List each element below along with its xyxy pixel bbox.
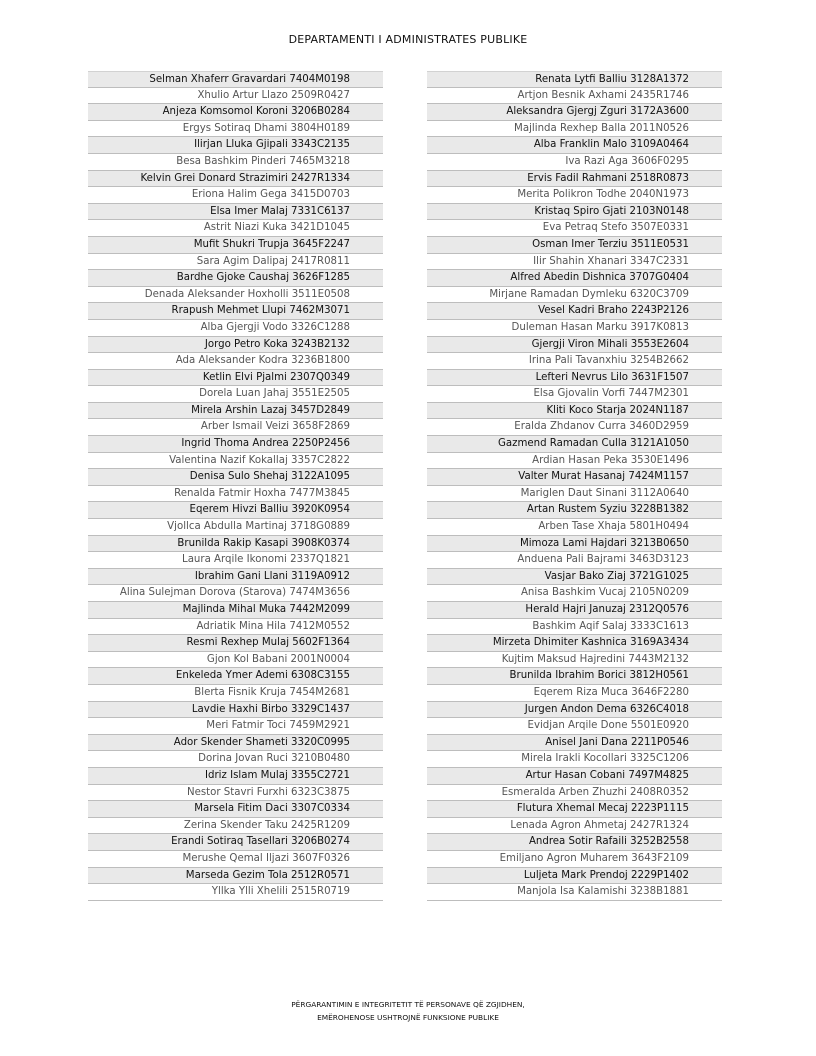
- list-item: Alba Franklin Malo 3109A0464: [427, 137, 722, 154]
- list-item: Gjon Kol Babani 2001N0004: [88, 652, 383, 669]
- list-item: Jurgen Andon Dema 6326C4018: [427, 702, 722, 719]
- list-item: Manjola Isa Kalamishi 3238B1881: [427, 884, 722, 901]
- list-item: Bashkim Aqif Salaj 3333C1613: [427, 619, 722, 636]
- list-item: Idriz Islam Mulaj 3355C2721: [88, 768, 383, 785]
- list-item: Selman Xhaferr Gravardari 7404M0198: [88, 71, 383, 88]
- list-item: Artur Hasan Cobani 7497M4825: [427, 768, 722, 785]
- list-item: Ador Skender Shameti 3320C0995: [88, 735, 383, 752]
- list-item: Artan Rustem Syziu 3228B1382: [427, 502, 722, 519]
- list-item: Emiljano Agron Muharem 3643F2109: [427, 851, 722, 868]
- list-item: Ardian Hasan Peka 3530E1496: [427, 453, 722, 470]
- list-item: Meri Fatmir Toci 7459M2921: [88, 718, 383, 735]
- list-item: Anisel Jani Dana 2211P0546: [427, 735, 722, 752]
- list-item: Xhulio Artur Llazo 2509R0427: [88, 88, 383, 105]
- list-item: Renalda Fatmir Hoxha 7477M3845: [88, 486, 383, 503]
- list-item: Luljeta Mark Prendoj 2229P1402: [427, 868, 722, 885]
- list-item: Enkeleda Ymer Ademi 6308C3155: [88, 668, 383, 685]
- list-item: Ibrahim Gani Llani 3119A0912: [88, 569, 383, 586]
- list-item: Rrapush Mehmet Llupi 7462M3071: [88, 303, 383, 320]
- list-item: Besa Bashkim Pinderi 7465M3218: [88, 154, 383, 171]
- list-item: Flutura Xhemal Mecaj 2223P1115: [427, 801, 722, 818]
- list-item: Marseda Gezim Tola 2512R0571: [88, 868, 383, 885]
- list-item: Denisa Sulo Shehaj 3122A1095: [88, 469, 383, 486]
- list-item: Mimoza Lami Hajdari 3213B0650: [427, 536, 722, 553]
- list-item: Dorela Luan Jahaj 3551E2505: [88, 386, 383, 403]
- list-item: Brunilda Ibrahim Borici 3812H0561: [427, 668, 722, 685]
- list-item: Yllka Ylli Xhelili 2515R0719: [88, 884, 383, 901]
- list-item: Resmi Rexhep Mulaj 5602F1364: [88, 635, 383, 652]
- list-item: Andrea Sotir Rafaili 3252B2558: [427, 834, 722, 851]
- list-item: Brunilda Rakip Kasapi 3908K0374: [88, 536, 383, 553]
- footer-line-2: EMËROHENOSE USHTROJNË FUNKSIONE PUBLIKE: [317, 1013, 499, 1022]
- list-item: Ilirjan Lluka Gjipali 3343C2135: [88, 137, 383, 154]
- list-item: Majlinda Mihal Muka 7442M2099: [88, 602, 383, 619]
- list-item: Mirzeta Dhimiter Kashnica 3169A3434: [427, 635, 722, 652]
- list-item: Mirjane Ramadan Dymleku 6320C3709: [427, 287, 722, 304]
- list-item: Ilir Shahin Xhanari 3347C2331: [427, 254, 722, 271]
- list-item: Kristaq Spiro Gjati 2103N0148: [427, 204, 722, 221]
- list-item: Osman Imer Terziu 3511E0531: [427, 237, 722, 254]
- page-title: DEPARTAMENTI I ADMINISTRATES PUBLIKE: [288, 33, 528, 46]
- list-item: Mirela Arshin Lazaj 3457D2849: [88, 403, 383, 420]
- list-item: Nestor Stavri Furxhi 6323C3875: [88, 785, 383, 802]
- list-item: Marsela Fitim Daci 3307C0334: [88, 801, 383, 818]
- list-item: Alba Gjergji Vodo 3326C1288: [88, 320, 383, 337]
- list-item: Kelvin Grei Donard Strazimiri 2427R1334: [88, 171, 383, 188]
- list-item: Majlinda Rexhep Balla 2011N0526: [427, 121, 722, 138]
- list-item: Jorgo Petro Koka 3243B2132: [88, 337, 383, 354]
- list-item: Denada Aleksander Hoxholli 3511E0508: [88, 287, 383, 304]
- left-name-list: [88, 71, 383, 901]
- list-item: Ada Aleksander Kodra 3236B1800: [88, 353, 383, 370]
- list-item: Evidjan Arqile Done 5501E0920: [427, 718, 722, 735]
- list-item: Gazmend Ramadan Culla 3121A1050: [427, 436, 722, 453]
- list-item: Esmeralda Arben Zhuzhi 2408R0352: [427, 785, 722, 802]
- list-item: Lenada Agron Ahmetaj 2427R1324: [427, 818, 722, 835]
- list-item: Merita Polikron Todhe 2040N1973: [427, 187, 722, 204]
- list-item: Sara Agim Dalipaj 2417R0811: [88, 254, 383, 271]
- list-item: Renata Lytfi Balliu 3128A1372: [427, 71, 722, 88]
- list-item: Alfred Abedin Dishnica 3707G0404: [427, 270, 722, 287]
- list-item: Zerina Skender Taku 2425R1209: [88, 818, 383, 835]
- list-item: Ketlin Elvi Pjalmi 2307Q0349: [88, 370, 383, 387]
- list-item: Kliti Koco Starja 2024N1187: [427, 403, 722, 420]
- list-item: Merushe Qemal Iljazi 3607F0326: [88, 851, 383, 868]
- list-item: Ervis Fadil Rahmani 2518R0873: [427, 171, 722, 188]
- list-item: Mariglen Daut Sinani 3112A0640: [427, 486, 722, 503]
- list-item: Eqerem Hivzi Balliu 3920K0954: [88, 502, 383, 519]
- list-item: Gjergji Viron Mihali 3553E2604: [427, 337, 722, 354]
- list-item: Valentina Nazif Kokallaj 3357C2822: [88, 453, 383, 470]
- list-item: Eqerem Riza Muca 3646F2280: [427, 685, 722, 702]
- list-item: Irina Pali Tavanxhiu 3254B2662: [427, 353, 722, 370]
- list-item: Laura Arqile Ikonomi 2337Q1821: [88, 552, 383, 569]
- list-item: Bardhe Gjoke Caushaj 3626F1285: [88, 270, 383, 287]
- list-item: Lefteri Nevrus Lilo 3631F1507: [427, 370, 722, 387]
- list-item: Vasjar Bako Ziaj 3721G1025: [427, 569, 722, 586]
- list-item: Herald Hajri Januzaj 2312Q0576: [427, 602, 722, 619]
- list-item: Dorina Jovan Ruci 3210B0480: [88, 751, 383, 768]
- list-item: Kujtim Maksud Hajredini 7443M2132: [427, 652, 722, 669]
- list-item: Duleman Hasan Marku 3917K0813: [427, 320, 722, 337]
- list-item: Blerta Fisnik Kruja 7454M2681: [88, 685, 383, 702]
- page-footer: [0, 998, 816, 1024]
- list-item: Vesel Kadri Braho 2243P2126: [427, 303, 722, 320]
- list-item: Eva Petraq Stefo 3507E0331: [427, 220, 722, 237]
- list-item: Erandi Sotiraq Tasellari 3206B0274: [88, 834, 383, 851]
- list-item: Anjeza Komsomol Koroni 3206B0284: [88, 104, 383, 121]
- list-item: Elsa Gjovalin Vorfi 7447M2301: [427, 386, 722, 403]
- list-item: Iva Razi Aga 3606F0295: [427, 154, 722, 171]
- list-item: Anduena Pali Bajrami 3463D3123: [427, 552, 722, 569]
- list-item: Eralda Zhdanov Curra 3460D2959: [427, 419, 722, 436]
- list-item: Anisa Bashkim Vucaj 2105N0209: [427, 585, 722, 602]
- list-item: Astrit Niazi Kuka 3421D1045: [88, 220, 383, 237]
- list-item: Mufit Shukri Trupja 3645F2247: [88, 237, 383, 254]
- list-item: Elsa Imer Malaj 7331C6137: [88, 204, 383, 221]
- list-item: Adriatik Mina Hila 7412M0552: [88, 619, 383, 636]
- list-item: Arber Ismail Veizi 3658F2869: [88, 419, 383, 436]
- list-item: Mirela Irakli Kocollari 3325C1206: [427, 751, 722, 768]
- right-name-list: [427, 71, 722, 901]
- list-item: Ingrid Thoma Andrea 2250P2456: [88, 436, 383, 453]
- list-item: Valter Murat Hasanaj 7424M1157: [427, 469, 722, 486]
- footer-line-1: PËRGARANTIMIN E INTEGRITETIT TË PERSONAVE QË ZGJIDHEN,: [291, 1000, 525, 1009]
- list-item: Arben Tase Xhaja 5801H0494: [427, 519, 722, 536]
- list-item: Lavdie Haxhi Birbo 3329C1437: [88, 702, 383, 719]
- list-item: Eriona Halim Gega 3415D0703: [88, 187, 383, 204]
- list-item: Aleksandra Gjergj Zguri 3172A3600: [427, 104, 722, 121]
- list-item: Ergys Sotiraq Dhami 3804H0189: [88, 121, 383, 138]
- list-item: Alina Sulejman Dorova (Starova) 7474M3656: [88, 585, 383, 602]
- list-item: Vjollca Abdulla Martinaj 3718G0889: [88, 519, 383, 536]
- list-item: Artjon Besnik Axhami 2435R1746: [427, 88, 722, 105]
